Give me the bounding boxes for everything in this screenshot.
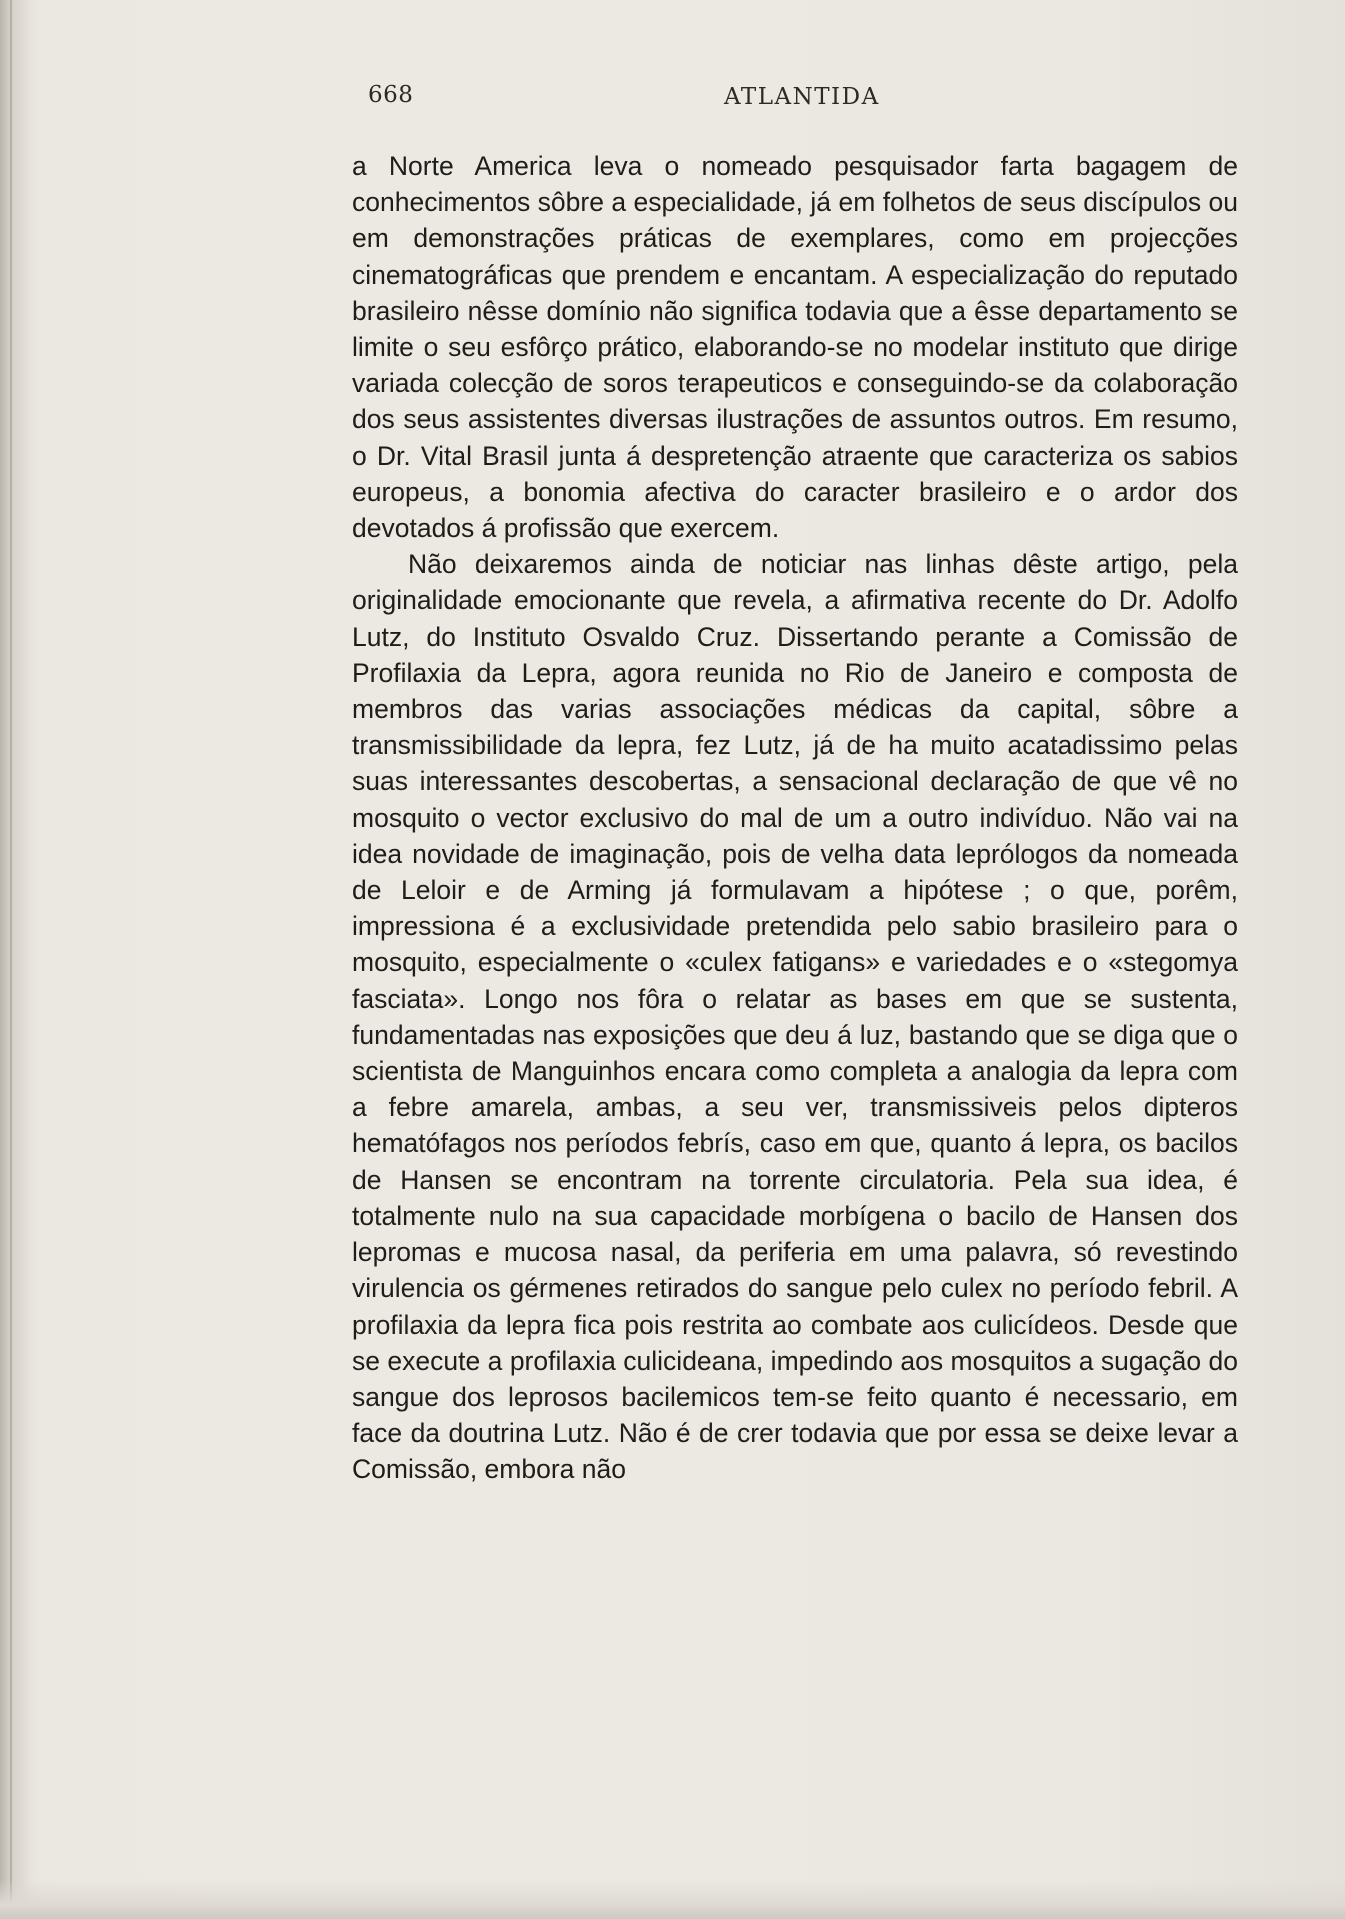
- running-title: ATLANTIDA: [724, 84, 880, 110]
- binding-fold-line: [10, 0, 12, 1919]
- page-number: 668: [368, 82, 414, 108]
- book-binding-shadow: [0, 0, 30, 1919]
- paragraph-2: Não deixaremos ainda de noticiar nas linhas dêste artigo, pela originalidade emocionante que revela, a afirmativa recente do Dr. Adolfo Lutz, do Instituto Osvaldo Cruz. Dissertando perante a Comissão de Profilaxia da Lepra, agora reunida no Rio de Janeiro e composta de membros das varias associações médicas da capital, sôbre a transmissibilidade da lepra, fez Lutz, já de ha muito acatadissimo pelas suas interessantes descobertas, a sensacional declaração de que vê no mosquito o vector exclusivo do mal de um a outro indivíduo. Não vai na idea novidade de imaginação, pois de velha data leprólogos da nomeada de Leloir e de Arming já formulavam a hipótese ; o que, porêm, impressiona é a exclusividade pretendida pelo sabio brasileiro para o mosquito, especialmente o «culex fatigans» e variedades e o «stegomya fasciata». Longo nos fôra o relatar as bases em que se sustenta, fundamentadas nas exposições que deu á luz, bastando que se diga que o scientista de Manguinhos encara como completa a analogia da lepra com a febre amarela, ambas, a seu ver, transmissiveis pelos dipteros hematófagos nos períodos febrís, caso em que, quanto á lepra, os bacilos de Hansen se encontram na torrente circulatoria. Pela sua idea, é totalmente nulo na sua capacidade morbígena o bacilo de Hansen dos lepromas e mucosa nasal, da periferia em uma palavra, só revestindo virulencia os gérmenes retirados do sangue pelo culex no período febril. A profilaxia da lepra fica pois restrita ao combate aos culicídeos. Desde que se execute a profilaxia culicideana, impedindo aos mosquitos a sugação do sangue dos leprosos bacilemicos tem-se feito quanto é necessario, em face da doutrina Lutz. Não é de crer todavia que por essa se deixe levar a Comissão, embora não: [352, 549, 1238, 1485]
- body-text: [352, 148, 1238, 1488]
- paragraph-1: a Norte America leva o nomeado pesquisador farta bagagem de conhecimentos sôbre a especialidade, já em folhetos de seus discípulos ou em demonstrações práticas de exemplares, como em projecções cinematográficas que prendem e encantam. A especialização do reputado brasileiro nêsse domínio não significa todavia que a êsse departamento se limite o seu esfôrço prático, elaborando-se no modelar instituto que dirige variada colecção de soros terapeuticos e conseguindo-se da colaboração dos seus assistentes diversas ilustrações de assuntos outros. Em resumo, o Dr. Vital Brasil junta á despretenção atraente que caracteriza os sabios europeus, a bonomia afectiva do caracter brasileiro e o ardor dos devotados á profissão que exercem.: [352, 151, 1238, 544]
- page-header: [368, 82, 1228, 122]
- page-bottom-edge: [0, 1879, 1345, 1919]
